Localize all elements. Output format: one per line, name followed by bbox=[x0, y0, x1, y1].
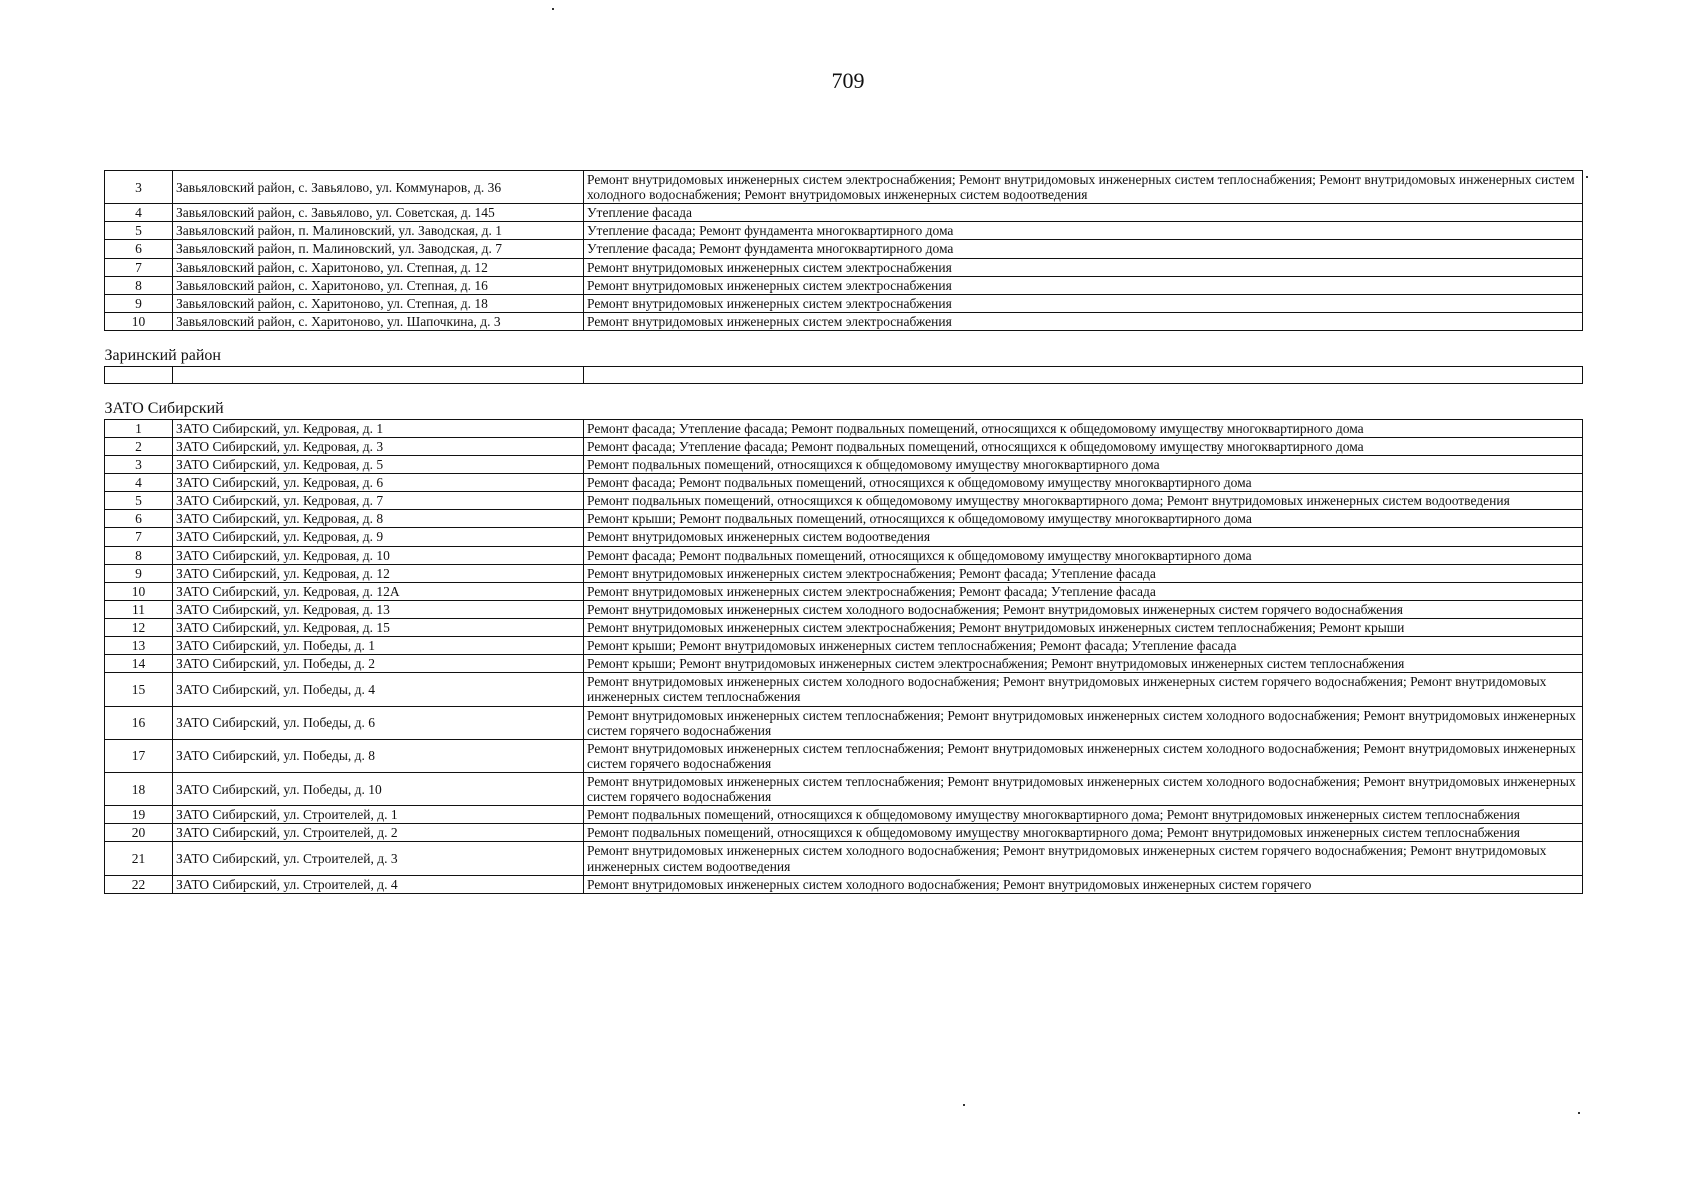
row-number-cell: 9 bbox=[105, 294, 173, 312]
address-cell: ЗАТО Сибирский, ул. Строителей, д. 2 bbox=[173, 824, 584, 842]
works-cell: Ремонт подвальных помещений, относящихся к общедомовому имуществу многоквартирного дома; Ремонт внутридомовых инженерных систем теплоснабжения bbox=[584, 806, 1583, 824]
row-number-cell: 8 bbox=[105, 276, 173, 294]
row-number-cell: 13 bbox=[105, 637, 173, 655]
works-cell: Ремонт внутридомовых инженерных систем теплоснабжения; Ремонт внутридомовых инженерных систем холодного водоснабжения; Ремонт внутридомовых инженерных систем горячего водоснабжения bbox=[584, 772, 1583, 805]
row-number-cell: 6 bbox=[105, 240, 173, 258]
row-number-cell: 1 bbox=[105, 419, 173, 437]
works-cell: Ремонт подвальных помещений, относящихся к общедомовому имуществу многоквартирного дома bbox=[584, 456, 1583, 474]
row-number-cell: 10 bbox=[105, 582, 173, 600]
address-cell: ЗАТО Сибирский, ул. Кедровая, д. 12А bbox=[173, 582, 584, 600]
table-row bbox=[105, 240, 1583, 258]
table-row bbox=[105, 739, 1583, 772]
row-number-cell: 5 bbox=[105, 492, 173, 510]
row-number-cell: 3 bbox=[105, 171, 173, 204]
address-cell: ЗАТО Сибирский, ул. Строителей, д. 3 bbox=[173, 842, 584, 875]
section-heading-row bbox=[105, 383, 1583, 419]
row-number-cell: 9 bbox=[105, 564, 173, 582]
address-cell: ЗАТО Сибирский, ул. Кедровая, д. 6 bbox=[173, 474, 584, 492]
table-row bbox=[105, 258, 1583, 276]
works-cell: Ремонт фасада; Ремонт подвальных помещений, относящихся к общедомовому имуществу многоквартирного дома bbox=[584, 474, 1583, 492]
address-cell: ЗАТО Сибирский, ул. Победы, д. 4 bbox=[173, 673, 584, 706]
works-cell: Ремонт внутридомовых инженерных систем водоотведения bbox=[584, 528, 1583, 546]
works-cell: Ремонт фасада; Утепление фасада; Ремонт подвальных помещений, относящихся к общедомовому имуществу многоквартирного дома bbox=[584, 419, 1583, 437]
table-row bbox=[105, 706, 1583, 739]
address-cell: Завьяловский район, с. Завьялово, ул. Советская, д. 145 bbox=[173, 204, 584, 222]
row-number-cell: 11 bbox=[105, 600, 173, 618]
works-cell: Ремонт внутридомовых инженерных систем электроснабжения bbox=[584, 294, 1583, 312]
works-cell: Ремонт внутридомовых инженерных систем электроснабжения; Ремонт внутридомовых инженерных систем теплоснабжения; Ремонт крыши bbox=[584, 619, 1583, 637]
address-cell: ЗАТО Сибирский, ул. Кедровая, д. 1 bbox=[173, 419, 584, 437]
address-cell: ЗАТО Сибирский, ул. Кедровая, д. 3 bbox=[173, 437, 584, 455]
works-cell: Утепление фасада; Ремонт фундамента многоквартирного дома bbox=[584, 240, 1583, 258]
address-cell: Завьяловский район, п. Малиновский, ул. Заводская, д. 1 bbox=[173, 222, 584, 240]
table-row bbox=[105, 582, 1583, 600]
scan-speck bbox=[963, 1104, 965, 1106]
address-cell bbox=[173, 366, 584, 383]
address-cell: Завьяловский район, с. Завьялово, ул. Коммунаров, д. 36 bbox=[173, 171, 584, 204]
address-cell: ЗАТО Сибирский, ул. Кедровая, д. 8 bbox=[173, 510, 584, 528]
row-number-cell: 2 bbox=[105, 437, 173, 455]
address-cell: ЗАТО Сибирский, ул. Строителей, д. 4 bbox=[173, 875, 584, 893]
address-cell: ЗАТО Сибирский, ул. Строителей, д. 1 bbox=[173, 806, 584, 824]
section-heading: ЗАТО Сибирский bbox=[105, 383, 1583, 419]
address-cell: Завьяловский район, с. Харитоново, ул. Степная, д. 12 bbox=[173, 258, 584, 276]
works-cell: Утепление фасада; Ремонт фундамента многоквартирного дома bbox=[584, 222, 1583, 240]
row-number-cell: 18 bbox=[105, 772, 173, 805]
works-cell: Ремонт подвальных помещений, относящихся к общедомовому имуществу многоквартирного дома; Ремонт внутридомовых инженерных систем водоотведения bbox=[584, 492, 1583, 510]
table-row bbox=[105, 294, 1583, 312]
address-cell: ЗАТО Сибирский, ул. Победы, д. 8 bbox=[173, 739, 584, 772]
address-cell: ЗАТО Сибирский, ул. Кедровая, д. 13 bbox=[173, 600, 584, 618]
table-body bbox=[105, 171, 1583, 894]
row-number-cell bbox=[105, 366, 173, 383]
row-number-cell: 12 bbox=[105, 619, 173, 637]
works-cell: Ремонт фасада; Утепление фасада; Ремонт подвальных помещений, относящихся к общедомовому имуществу многоквартирного дома bbox=[584, 437, 1583, 455]
row-number-cell: 10 bbox=[105, 312, 173, 330]
address-cell: Завьяловский район, с. Харитоново, ул. Шапочкина, д. 3 bbox=[173, 312, 584, 330]
address-cell: ЗАТО Сибирский, ул. Победы, д. 2 bbox=[173, 655, 584, 673]
scan-speck bbox=[1586, 176, 1588, 178]
address-cell: Завьяловский район, с. Харитоново, ул. Степная, д. 16 bbox=[173, 276, 584, 294]
table-row bbox=[105, 456, 1583, 474]
table-row bbox=[105, 546, 1583, 564]
row-number-cell: 14 bbox=[105, 655, 173, 673]
row-number-cell: 5 bbox=[105, 222, 173, 240]
works-cell: Ремонт внутридомовых инженерных систем теплоснабжения; Ремонт внутридомовых инженерных систем холодного водоснабжения; Ремонт внутридомовых инженерных систем горячего водоснабжения bbox=[584, 706, 1583, 739]
address-cell: ЗАТО Сибирский, ул. Кедровая, д. 7 bbox=[173, 492, 584, 510]
works-cell: Ремонт крыши; Ремонт внутридомовых инженерных систем теплоснабжения; Ремонт фасада; Утепление фасада bbox=[584, 637, 1583, 655]
table-row bbox=[105, 474, 1583, 492]
table-row bbox=[105, 619, 1583, 637]
table-row bbox=[105, 437, 1583, 455]
address-cell: ЗАТО Сибирский, ул. Победы, д. 1 bbox=[173, 637, 584, 655]
row-number-cell: 22 bbox=[105, 875, 173, 893]
works-cell: Ремонт крыши; Ремонт подвальных помещений, относящихся к общедомовому имуществу многоквартирного дома bbox=[584, 510, 1583, 528]
table-row bbox=[105, 637, 1583, 655]
row-number-cell: 21 bbox=[105, 842, 173, 875]
table-row bbox=[105, 312, 1583, 330]
scan-speck bbox=[552, 8, 554, 10]
table-row bbox=[105, 222, 1583, 240]
scan-speck bbox=[1578, 1112, 1580, 1114]
row-number-cell: 17 bbox=[105, 739, 173, 772]
works-cell: Ремонт внутридомовых инженерных систем электроснабжения; Ремонт фасада; Утепление фасада bbox=[584, 564, 1583, 582]
works-cell: Ремонт фасада; Ремонт подвальных помещений, относящихся к общедомовому имуществу многоквартирного дома bbox=[584, 546, 1583, 564]
address-cell: ЗАТО Сибирский, ул. Кедровая, д. 9 bbox=[173, 528, 584, 546]
table-row bbox=[105, 419, 1583, 437]
repair-register-table bbox=[104, 170, 1583, 894]
works-cell: Утепление фасада bbox=[584, 204, 1583, 222]
address-cell: ЗАТО Сибирский, ул. Кедровая, д. 10 bbox=[173, 546, 584, 564]
address-cell: Завьяловский район, п. Малиновский, ул. Заводская, д. 7 bbox=[173, 240, 584, 258]
table-row bbox=[105, 366, 1583, 383]
works-cell: Ремонт внутридомовых инженерных систем электроснабжения bbox=[584, 312, 1583, 330]
table-row bbox=[105, 204, 1583, 222]
works-cell: Ремонт подвальных помещений, относящихся к общедомовому имуществу многоквартирного дома; Ремонт внутридомовых инженерных систем теплоснабжения bbox=[584, 824, 1583, 842]
works-cell: Ремонт внутридомовых инженерных систем холодного водоснабжения; Ремонт внутридомовых инженерных систем горячего водоснабжения; Ремонт внутридомовых инженерных систем теплоснабжения bbox=[584, 673, 1583, 706]
row-number-cell: 8 bbox=[105, 546, 173, 564]
works-cell: Ремонт внутридомовых инженерных систем холодного водоснабжения; Ремонт внутридомовых инженерных систем горячего bbox=[584, 875, 1583, 893]
table-row bbox=[105, 510, 1583, 528]
section-heading: Заринский район bbox=[105, 330, 1583, 366]
works-cell: Ремонт внутридомовых инженерных систем холодного водоснабжения; Ремонт внутридомовых инженерных систем горячего водоснабжения; Ремонт внутридомовых инженерных систем водоотведения bbox=[584, 842, 1583, 875]
table-row bbox=[105, 600, 1583, 618]
works-cell: Ремонт внутридомовых инженерных систем холодного водоснабжения; Ремонт внутридомовых инженерных систем горячего водоснабжения bbox=[584, 600, 1583, 618]
row-number-cell: 7 bbox=[105, 258, 173, 276]
address-cell: Завьяловский район, с. Харитоново, ул. Степная, д. 18 bbox=[173, 294, 584, 312]
works-cell: Ремонт внутридомовых инженерных систем электроснабжения bbox=[584, 276, 1583, 294]
table-row bbox=[105, 655, 1583, 673]
page-number: 709 bbox=[831, 68, 865, 93]
table-row bbox=[105, 564, 1583, 582]
row-number-cell: 6 bbox=[105, 510, 173, 528]
table-row bbox=[105, 824, 1583, 842]
table-row bbox=[105, 276, 1583, 294]
works-cell bbox=[584, 366, 1583, 383]
row-number-cell: 15 bbox=[105, 673, 173, 706]
works-cell: Ремонт внутридомовых инженерных систем электроснабжения; Ремонт внутридомовых инженерных систем теплоснабжения; Ремонт внутридомовых инженерных систем холодного водоснабжения; Ремонт внутридомовых инженерных систем водоотведения bbox=[584, 171, 1583, 204]
table-row bbox=[105, 772, 1583, 805]
row-number-cell: 20 bbox=[105, 824, 173, 842]
table-row bbox=[105, 806, 1583, 824]
row-number-cell: 4 bbox=[105, 204, 173, 222]
address-cell: ЗАТО Сибирский, ул. Победы, д. 10 bbox=[173, 772, 584, 805]
works-cell: Ремонт внутридомовых инженерных систем электроснабжения bbox=[584, 258, 1583, 276]
table-row bbox=[105, 171, 1583, 204]
address-cell: ЗАТО Сибирский, ул. Кедровая, д. 15 bbox=[173, 619, 584, 637]
table-row bbox=[105, 842, 1583, 875]
table-row bbox=[105, 528, 1583, 546]
row-number-cell: 4 bbox=[105, 474, 173, 492]
address-cell: ЗАТО Сибирский, ул. Кедровая, д. 5 bbox=[173, 456, 584, 474]
address-cell: ЗАТО Сибирский, ул. Кедровая, д. 12 bbox=[173, 564, 584, 582]
table-row bbox=[105, 673, 1583, 706]
table-row bbox=[105, 875, 1583, 893]
section-heading-row bbox=[105, 330, 1583, 366]
works-cell: Ремонт внутридомовых инженерных систем электроснабжения; Ремонт фасада; Утепление фасада bbox=[584, 582, 1583, 600]
works-cell: Ремонт внутридомовых инженерных систем теплоснабжения; Ремонт внутридомовых инженерных систем холодного водоснабжения; Ремонт внутридомовых инженерных систем горячего водоснабжения bbox=[584, 739, 1583, 772]
row-number-cell: 3 bbox=[105, 456, 173, 474]
row-number-cell: 7 bbox=[105, 528, 173, 546]
row-number-cell: 19 bbox=[105, 806, 173, 824]
works-cell: Ремонт крыши; Ремонт внутридомовых инженерных систем электроснабжения; Ремонт внутридомовых инженерных систем теплоснабжения bbox=[584, 655, 1583, 673]
address-cell: ЗАТО Сибирский, ул. Победы, д. 6 bbox=[173, 706, 584, 739]
row-number-cell: 16 bbox=[105, 706, 173, 739]
table-row bbox=[105, 492, 1583, 510]
